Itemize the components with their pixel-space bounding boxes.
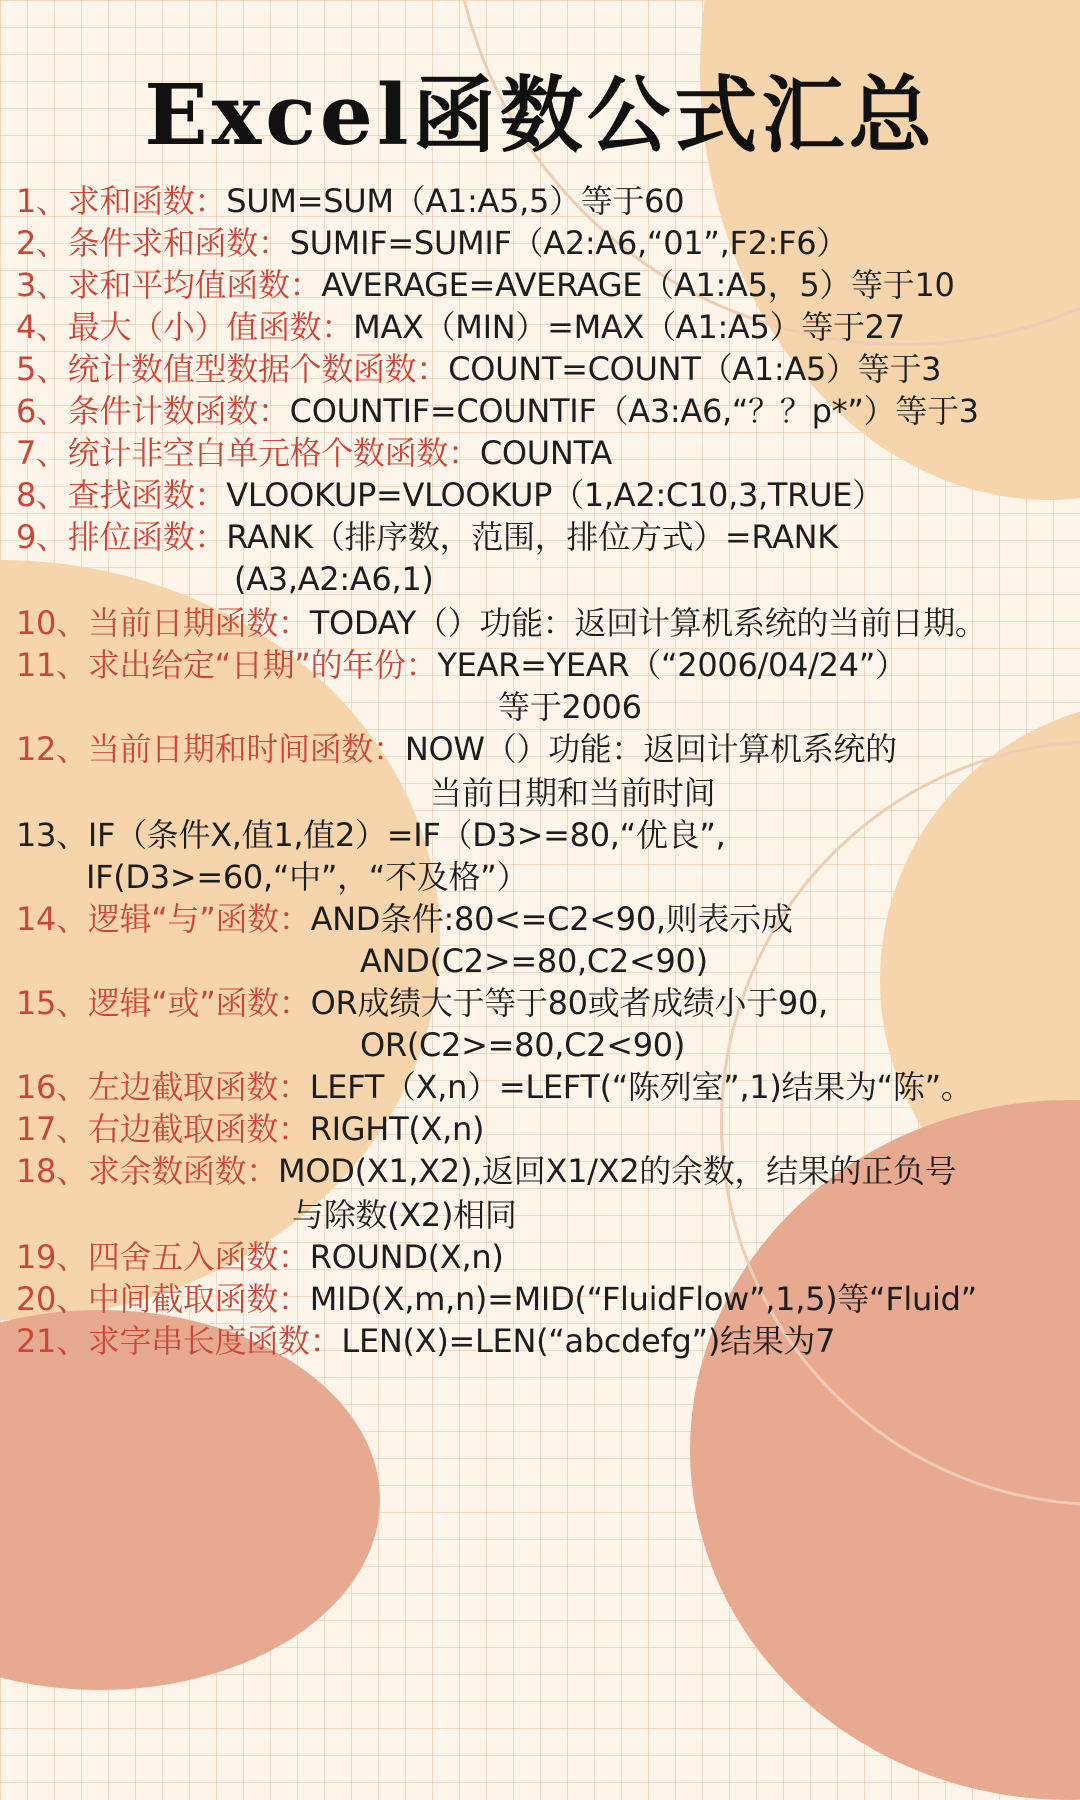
list-item — [16, 474, 884, 516]
list-item — [16, 814, 725, 856]
item-text: MAX（MIN）=MAX（A1:A5）等于27 — [353, 308, 905, 346]
list-item — [16, 432, 612, 474]
list-item — [16, 390, 979, 432]
item-label: 5、统计数值型数据个数函数： — [16, 350, 449, 388]
blob-bottom-left — [0, 1310, 380, 1690]
item-text: ROUND(X,n) — [309, 1238, 504, 1276]
item-text: SUM=SUM（A1:A5,5）等于60 — [226, 182, 685, 220]
item-text: VLOOKUP=VLOOKUP（1,A2:C10,3,TRUE） — [226, 476, 884, 514]
item-label: 21、求字串长度函数： — [16, 1322, 342, 1360]
list-item — [16, 516, 838, 558]
item-label: 10、当前日期函数： — [16, 604, 310, 642]
list-item — [16, 1278, 977, 1320]
item-text: LEFT（X,n）=LEFT(“陈列室”,1)结果为“陈”。 — [309, 1068, 973, 1106]
list-item — [16, 264, 955, 306]
item-text: MOD(X1,X2),返回X1/X2的余数，结果的正负号 — [278, 1152, 957, 1190]
item-continuation: AND(C2>=80,C2<90) — [360, 942, 708, 980]
item-text: IF（条件X,值1,值2）=IF（D3>=80,“优良”, — [87, 816, 726, 854]
item-continuation: 等于2006 — [498, 688, 642, 726]
item-label: 19、四舍五入函数： — [16, 1238, 310, 1276]
list-item — [16, 180, 684, 222]
item-text: OR成绩大于等于80或者成绩小于90, — [310, 984, 828, 1022]
item-label: 2、条件求和函数： — [16, 224, 290, 262]
list-item — [16, 306, 905, 348]
item-continuation: (A3,A2:A6,1) — [234, 560, 434, 598]
item-label: 15、逻辑“或”函数： — [16, 984, 311, 1022]
item-continuation: IF(D3>=60,“中”，“不及格”） — [86, 858, 529, 896]
list-item — [16, 1066, 973, 1108]
item-label: 16、左边截取函数： — [16, 1068, 310, 1106]
item-label: 9、排位函数： — [16, 518, 227, 556]
item-label: 13、 — [16, 816, 88, 854]
item-text: YEAR=YEAR（“2006/04/24”） — [437, 646, 907, 684]
item-label: 11、求出给定“日期”的年份： — [16, 646, 438, 684]
item-continuation: 当前日期和当前时间 — [430, 774, 716, 812]
list-item — [16, 602, 987, 644]
list-item — [16, 348, 941, 390]
item-text: MID(X,m,n)=MID(“FluidFlow”,1,5)等“Fluid” — [309, 1280, 977, 1318]
list-item — [16, 222, 848, 264]
list-item — [16, 1108, 484, 1150]
item-text: AVERAGE=AVERAGE（A1:A5，5）等于10 — [321, 266, 955, 304]
item-text: RANK（排序数，范围，排位方式）=RANK — [226, 518, 838, 556]
item-label: 7、统计非空白单元格个数函数： — [16, 434, 480, 472]
item-label: 18、求余数函数： — [16, 1152, 279, 1190]
list-item — [16, 1236, 504, 1278]
item-label: 1、求和函数： — [16, 182, 227, 220]
item-label: 12、当前日期和时间函数： — [16, 730, 405, 768]
item-label: 14、逻辑“与”函数： — [16, 900, 311, 938]
item-text: COUNTIF=COUNTIF（A3:A6,“？？p*”）等于3 — [289, 392, 979, 430]
item-label: 3、求和平均值函数： — [16, 266, 322, 304]
page-title: Excel函数公式汇总 — [144, 66, 936, 164]
item-text: COUNTA — [479, 434, 612, 472]
list-item — [16, 982, 828, 1024]
item-text: SUMIF=SUMIF（A2:A6,“01”,F2:F6） — [289, 224, 848, 262]
list-item — [16, 728, 897, 770]
list-item — [16, 1320, 835, 1362]
item-label: 17、右边截取函数： — [16, 1110, 310, 1148]
item-label: 6、条件计数函数： — [16, 392, 290, 430]
item-text: COUNT=COUNT（A1:A5）等于3 — [448, 350, 942, 388]
item-continuation: 与除数(X2)相同 — [292, 1196, 517, 1234]
item-text: RIGHT(X,n) — [309, 1110, 485, 1148]
list-item — [16, 898, 793, 940]
list-item — [16, 644, 907, 686]
item-text: NOW（）功能：返回计算机系统的 — [404, 730, 897, 768]
list-item — [16, 1150, 956, 1192]
item-label: 8、查找函数： — [16, 476, 227, 514]
item-text: AND条件:80<=C2<90,则表示成 — [310, 900, 793, 938]
item-continuation: OR(C2>=80,C2<90) — [360, 1026, 686, 1064]
item-label: 20、中间截取函数： — [16, 1280, 310, 1318]
item-text: TODAY（）功能：返回计算机系统的当前日期。 — [309, 604, 987, 642]
item-text: LEN(X)=LEN(“abcdefg”)结果为7 — [341, 1322, 836, 1360]
item-label: 4、最大（小）值函数： — [16, 308, 354, 346]
